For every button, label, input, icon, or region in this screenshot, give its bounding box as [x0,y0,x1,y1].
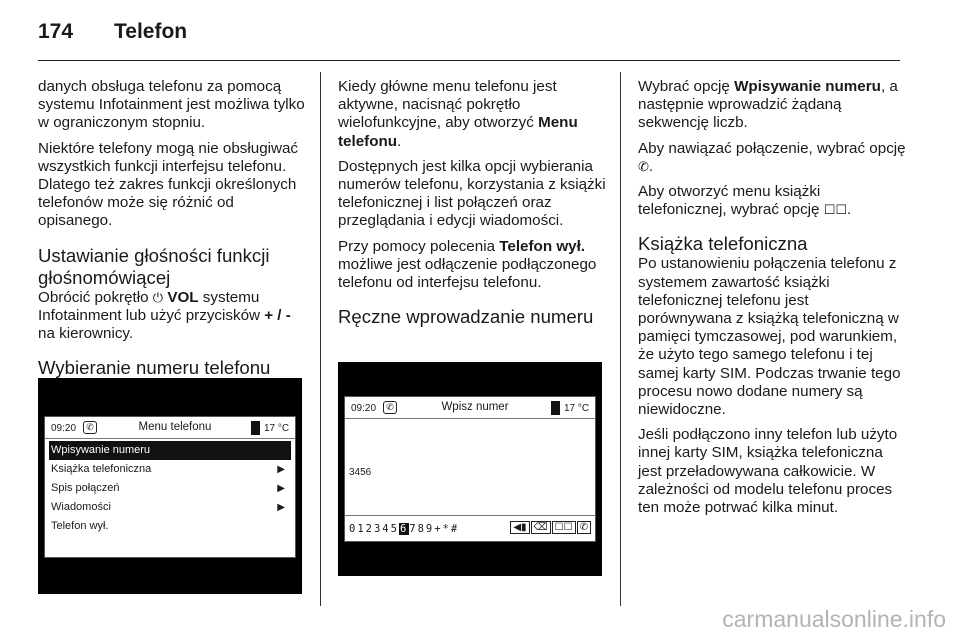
enter-number-screenshot [338,362,602,576]
paragraph: Aby otworzyć menu książki telefonicznej, wybrać opcję ☐☐. [638,183,852,219]
paragraph: danych obsługa telefonu za pomocą systemu Infotainment jest możliwa tylko w ograniczonym stopniu. [38,78,305,132]
phone-icon: ✆ [383,401,397,414]
screen-title: Menu telefonu [138,421,212,433]
menu-item[interactable] [49,460,291,479]
section-heading-dial: Wybieranie numeru telefonu [38,357,271,379]
status-bar [45,417,295,439]
action-icons [509,521,591,534]
clock: 09:20 [51,423,77,434]
phone-menu-list [49,441,291,536]
entered-number: 3456 [349,467,372,478]
paragraph: Wybrać opcję Wpisywanie numeru, a następnie wprowadzić żądaną sekwencję liczb. [638,78,898,132]
menu-item-label: Spis połączeń [51,482,120,494]
phonebook-icon: ☐☐ [823,202,848,218]
paragraph: Jeśli podłączono inny telefon lub użyto innej karty SIM, książka telefoniczna jest przeładowywana całkowicie. W zależności od modelu telefonu proces ten może potrwać kilka minut. [638,426,898,517]
temperature: 17 °C [264,423,290,434]
call-icon: ✆ [638,158,649,174]
menu-item[interactable] [49,441,291,460]
header-divider [38,60,900,61]
chevron-right-icon: ▶ [277,464,285,475]
display [344,396,596,542]
menu-item-label: Wiadomości [51,501,111,513]
column-1 [38,78,310,383]
section-heading-volume: Ustawianie głośności funkcji głośnomówiącej [38,244,270,288]
digit-speller [345,515,595,541]
menu-item[interactable] [49,498,291,517]
column-divider-2 [620,72,621,606]
paragraph: Kiedy główne menu telefonu jest aktywne, nacisnąć pokrętło wielofunkcyjne, aby otworzyć Menu telefonu. [338,78,578,150]
phone-icon: ✆ [83,421,97,434]
page-title: Telefon [114,20,188,43]
paragraph: Dostępnych jest kilka opcji wybierania numerów telefonu, korzystania z książki telefonicznej i list połączeń oraz przeglądania i edycji wiadomości. [338,157,606,230]
paragraph-volume: Obrócić pokrętło ⏻ VOL systemu Infotainment lub użyć przycisków + / - na kierownicy. [38,288,291,343]
paragraph: Aby nawiązać połączenie, wybrać opcję ✆. [638,139,906,175]
menu-item-label: Wpisywanie numeru [51,444,151,456]
status-bar [345,397,595,419]
paragraph: Niektóre telefony mogą nie obsługiwać wszystkich funkcji interfejsu telefonu. Dlatego też zakres funkcji określonych telefonów może się różnić od opisanego. [38,139,299,230]
battery-icon [251,421,260,435]
menu-item-label: Telefon wył. [51,520,109,532]
digit-row: 0123456789+*# [349,523,460,535]
chevron-right-icon: ▶ [277,483,285,494]
phonebook-icon[interactable]: ☐☐ [552,521,576,534]
clock: 09:20 [351,403,377,414]
battery-icon [551,401,560,415]
section-heading-manual: Ręczne wprowadzanie numeru [338,306,594,328]
screen-title: Wpisz numer [441,401,509,413]
section-heading-phonebook: Książka telefoniczna [638,233,808,255]
temperature: 17 °C [564,403,590,414]
speaker-icon[interactable]: ◀▮ [510,521,529,534]
backspace-icon[interactable]: ⌫ [531,521,551,534]
selected-digit: 6 [399,523,409,535]
menu-item[interactable] [49,517,291,536]
column-2 [338,78,610,332]
menu-item[interactable] [49,479,291,498]
chevron-right-icon: ▶ [277,502,285,513]
paragraph: Przy pomocy polecenia Telefon wył. możliwe jest odłączenie podłączonego telefonu od interfejsu telefonu. [338,237,597,292]
page-number: 174 [38,20,74,43]
menu-item-label: Książka telefoniczna [51,463,152,475]
watermark: carmanualsonline.info [722,606,946,632]
page-header [38,18,900,58]
column-divider-1 [320,72,321,606]
call-icon[interactable]: ✆ [577,521,591,534]
display [44,416,296,558]
phone-menu-screenshot [38,378,302,594]
paragraph: Po ustanowieniu połączenia telefonu z systemem zawartość książki telefonicznej telefonu jest porównywana z książką telefoniczną w pamięci tymczasowej, pod warunkiem, że użyto tego samego telefonu i tej samej karty SIM. Podczas trwanie tego procesu nowo dodane numery są niewidoczne. [638,255,901,419]
power-knob-icon: ⏻ [152,289,164,305]
column-3 [638,78,906,524]
